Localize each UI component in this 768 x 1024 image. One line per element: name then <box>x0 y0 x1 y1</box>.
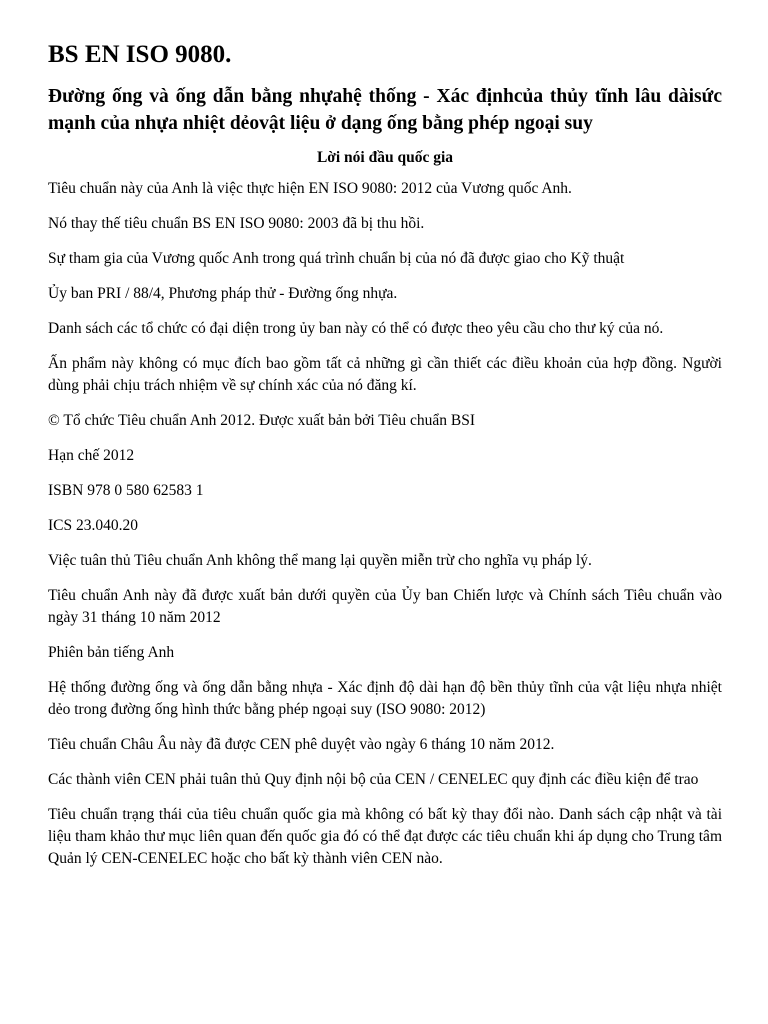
paragraph-implementation: Tiêu chuẩn này của Anh là việc thực hiện EN ISO 9080: 2012 của Vương quốc Anh. <box>48 179 572 197</box>
paragraph-participation: Sự tham gia của Vương quốc Anh trong quá trình chuẩn bị của nó đã được giao cho Kỹ thuật <box>48 249 625 267</box>
paragraph-cen-members: Các thành viên CEN phải tuân thủ Quy định nội bộ của CEN / CENELEC quy định các điều kiện để trao <box>48 770 699 788</box>
paragraph-isbn: ISBN 978 0 580 62583 1 <box>48 481 204 499</box>
paragraph-national-status: Tiêu chuẩn trạng thái của tiêu chuẩn quốc gia mà không có bất kỳ thay đổi nào. Danh sách cập nhật và tài liệu tham khảo thư mục liên quan đến quốc gia đó có thể đạt được các tiêu chuẩn khi áp dụng cho Trung tâm Quản lý CEN-CENELEC hoặc cho bất kỳ thành viên CEN nào. <box>48 805 722 867</box>
document-title: BS EN ISO 9080. <box>48 41 232 68</box>
section-heading: Lời nói đầu quốc gia <box>316 148 454 166</box>
paragraph-english-version: Phiên bản tiếng Anh <box>48 643 175 661</box>
paragraph-committee: Ủy ban PRI / 88/4, Phương pháp thử - Đường ống nhựa. <box>48 284 398 302</box>
paragraph-organizations-list: Danh sách các tổ chức có đại diện trong ủy ban này có thể có được theo yêu cầu cho thư ký của nó. <box>48 319 664 337</box>
document-page <box>48 40 722 883</box>
paragraph-contract-provisions: Ấn phẩm này không có mục đích bao gồm tất cả những gì cần thiết các điều khoản của hợp đồng. Người dùng phải chịu trách nhiệm về sự chính xác của nó đăng kí. <box>48 354 722 394</box>
paragraph-ics: ICS 23.040.20 <box>48 516 138 534</box>
paragraph-legal-immunity: Việc tuân thủ Tiêu chuẩn Anh không thể mang lại quyền miễn trừ cho nghĩa vụ pháp lý. <box>48 551 592 569</box>
paragraph-restriction: Hạn chế 2012 <box>48 446 135 464</box>
paragraph-cen-approval: Tiêu chuẩn Châu Âu này đã được CEN phê duyệt vào ngày 6 tháng 10 năm 2012. <box>48 735 555 753</box>
paragraph-publication-authority: Tiêu chuẩn Anh này đã được xuất bản dưới quyền của Ủy ban Chiến lược và Chính sách Tiêu chuẩn vào ngày 31 tháng 10 năm 2012 <box>48 586 722 626</box>
paragraph-english-title: Hệ thống đường ống và ống dẫn bằng nhựa - Xác định độ dài hạn độ bền thủy tĩnh của vật liệu nhựa nhiệt dẻo trong đường ống hình thức bằng phép ngoại suy (ISO 9080: 2012) <box>48 678 722 718</box>
paragraph-copyright: © Tổ chức Tiêu chuẩn Anh 2012. Được xuất bản bởi Tiêu chuẩn BSI <box>48 411 475 429</box>
paragraph-supersedes: Nó thay thế tiêu chuẩn BS EN ISO 9080: 2003 đã bị thu hồi. <box>48 214 425 232</box>
document-subtitle: Đường ống và ống dẫn bằng nhựahệ thống - Xác địnhcủa thủy tĩnh lâu dàisức mạnh của nhựa nhiệt dẻovật liệu ở dạng ống bằng phép ngoại suy <box>48 86 722 134</box>
